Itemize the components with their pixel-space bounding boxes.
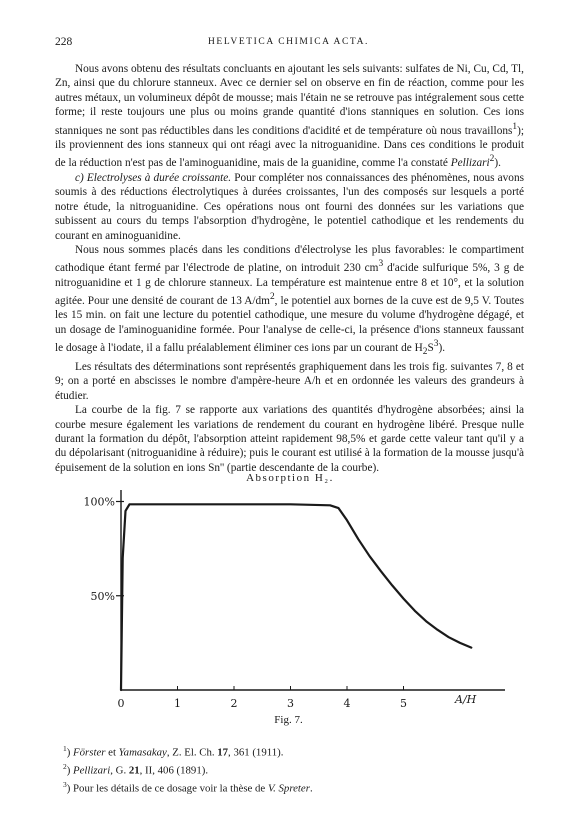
y-tick-label: 100% — [83, 495, 115, 509]
chart-ticks — [84, 496, 477, 711]
page-number: 228 — [55, 36, 73, 48]
x-tick-label: 4 — [343, 697, 351, 710]
footnote-1: $^1$) Förster et Yamasakay, Z. El. Ch. 17, 361 (1911). — [63, 744, 284, 759]
chart-title: Absorption H₂. — [246, 472, 334, 484]
citation-author: Pellizari — [450, 157, 490, 170]
x-tick-label: 2 — [230, 697, 238, 710]
paragraph-results: Les résultats des déterminations sont représentés graphiquement dans les trois fig. suivantes 7, 8 et 9; on a porté en abscisses le nombre d'ampère-heure A/h et en ordonnée les valeurs des grandeurs à étudier. — [55, 360, 524, 402]
body-text — [55, 62, 524, 475]
x-tick-label: 0 — [117, 697, 125, 710]
paragraph-tin-salts: Nous avons obtenu des résultats concluants en ajoutant les sels suivants: sulfates de Ni, Cu, Cd, Tl, Zn, ainsi que du chlorure stanneux. Avec ce dernier sel on observe en fin de réaction, comme pour les autres métaux, un volumineux dépôt de mousse; mais l'étain ne se retrouve pas intégralement sous cette forme; il reste toujours une plus ou moins grande quantité d'ions stanniques en solution. Ces ions stanniques ne sont pas réductibles dans les conditions d'acidité et de température où nous travaillons$^1$); ils proviennent des ions stanneux qui ont réagi avec la nitroguanidine. Dans ces conditions le produit de la réduction n'est pas de l'aminoguanidine, mais de la guanidine, comme l'a constaté Pellizari$^2$). — [55, 63, 524, 170]
chart-axes — [121, 490, 505, 690]
footnotes — [55, 742, 524, 795]
absorption-chart — [55, 468, 525, 713]
x-axis-label: A/H — [455, 693, 477, 706]
section-heading: c) Electrolyses à durée croissante. — [75, 171, 232, 184]
footnote-3: $^3$) Pour les détails de ce dosage voir la thèse de V. Spreter. — [63, 779, 313, 795]
x-tick-label: 5 — [400, 697, 407, 710]
x-tick-label: 3 — [287, 697, 294, 710]
paragraph-conditions: Nous nous sommes placés dans les conditions d'électrolyse les plus favorables: le compartiment cathodique étant fermé par l'électrode de platine, on introduit 230 $cm^3$ d'acide sulfurique 5%, 3 g de nitroguanidine et 1 g de chlorure stanneux. La température est maintenue entre 8 et 10°, et la solution agitée. Pour une densité de courant de 13 $A/dm^2$, le potentiel aux bornes de la cuve est de 9,5 V. Toutes les 15 min. on fait une lecture du potentiel cathodique, une mesure du volume d'hydrogène dégagé, et un dosage de l'aminoguanidine formée. Pour l'analyse de celle-ci, la présence d'ions stanneux faussant le dosage à l'iodate, il a fallu préalablement éliminer ces ions par un courant de $H_2S^3$). — [55, 243, 524, 358]
paragraph-figure-description: La courbe de la fig. 7 se rapporte aux variations des quantités d'hydrogène absorbées; ainsi la courbe mesure également les variations de rendement du courant en hydrogène libéré. Presque nulle durant la formation du dépôt, l'absorption atteint rapidement 98,5% et garde cette valeur tant qu'il y a du dépolarisant (nitroguanidine à réduire); puis le courant est utilisé à la formation de la mousse jusqu'à épuisement de la solution en ions Sn'' (partie descendante de la courbe). — [55, 404, 524, 474]
running-header: HELVETICA CHIMICA ACTA. — [207, 37, 370, 47]
x-tick-label: 1 — [174, 697, 181, 710]
paragraph-electrolyses: c) Electrolyses à durée croissante. Pour compléter nos connaissances des phénomènes, nous avons soumis à des réductions électrolytiques à durées croissantes, l'un des composés sur lesquels a porté notre étude, la nitroguanidine. Ces opérations nous ont fourni des données sur les variations que subissent au cours du temps l'absorption d'hydrogène, le potentiel cathodique et les rendements du courant en aminoguanidine. — [55, 171, 524, 242]
footnote-ref-2[interactable]: 2 — [489, 154, 495, 165]
footnote-2: $^2$) Pellizari, G. 21, II, 406 (1891). — [63, 761, 209, 777]
figure-caption: Fig. 7. — [274, 714, 303, 726]
figure-7 — [55, 468, 525, 738]
footnote-ref-3[interactable]: 3 — [433, 339, 439, 350]
footnote-ref-1[interactable]: 1 — [512, 121, 518, 132]
y-tick-label: 50% — [90, 589, 115, 603]
absorption-curve — [121, 504, 471, 690]
